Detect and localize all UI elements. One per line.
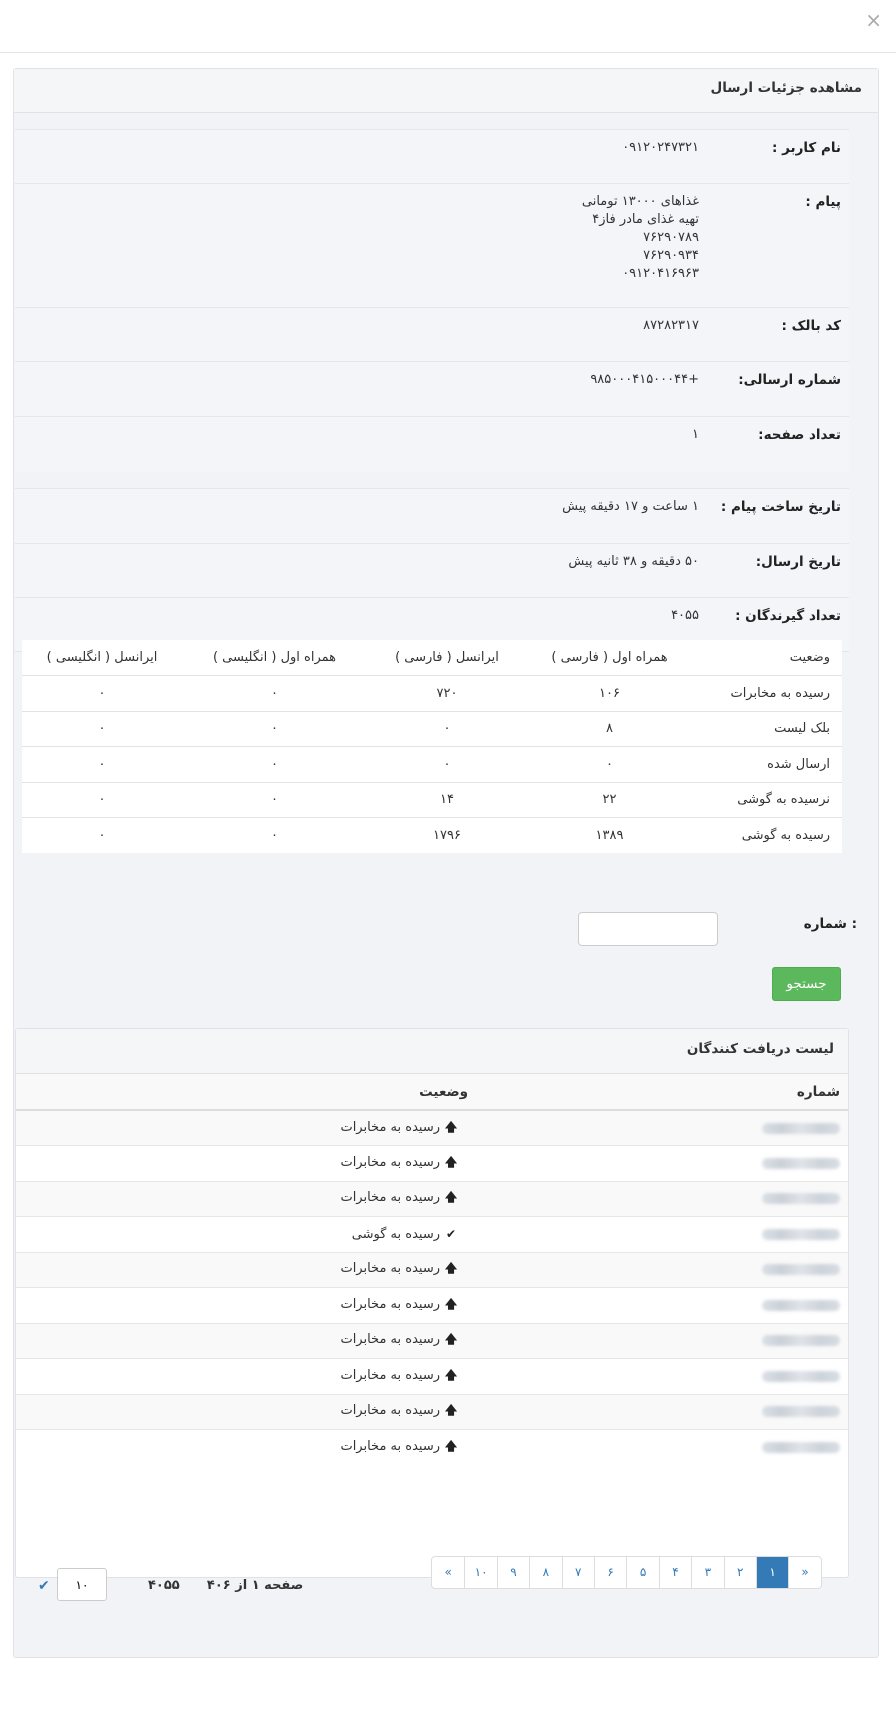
blurred-number <box>762 1264 840 1275</box>
recipients-table <box>16 1074 848 1465</box>
panel-title: مشاهده جزئیات ارسال <box>14 69 878 113</box>
recipient-status <box>16 1394 748 1430</box>
stats-cell: ۰ <box>22 711 182 747</box>
recipient-status <box>16 1217 748 1253</box>
message-line: ۰۹۱۲۰۴۱۶۹۶۳ <box>622 266 699 281</box>
column-header-status[interactable]: وضعیت <box>16 1074 748 1110</box>
arrow-up-icon: 🡅 <box>444 1367 458 1382</box>
search-button[interactable]: جستجو <box>772 967 841 1001</box>
table-row[interactable] <box>16 1323 848 1359</box>
detail-label: تعداد صفحه: <box>758 427 841 443</box>
stats-header: وضعیت <box>789 650 830 665</box>
table-row[interactable] <box>16 1430 848 1466</box>
stats-cell: ۰ <box>22 676 182 712</box>
detail-row <box>15 543 849 597</box>
arrow-up-icon: 🡅 <box>444 1296 458 1311</box>
blurred-number <box>762 1406 840 1417</box>
detail-label: تاریخ ساخت پیام : <box>720 499 841 515</box>
recipient-status <box>16 1181 748 1217</box>
stats-cell: ۰ <box>22 747 182 783</box>
table-row[interactable] <box>16 1146 848 1182</box>
page-info <box>148 1578 303 1593</box>
message-line: غذاهای ۱۳۰۰۰ تومانی <box>581 194 699 209</box>
stats-header: همراه اول ( فارسی ) <box>551 650 668 665</box>
detail-row <box>15 361 849 416</box>
detail-value: ۸۷۲۸۲۳۱۷ <box>643 318 699 333</box>
stats-row <box>22 676 842 712</box>
blurred-number <box>762 1123 840 1134</box>
status-text: رسیده به مخابرات <box>340 1190 440 1206</box>
recipient-status <box>16 1359 748 1395</box>
detail-value: ۰۹۱۲۰۲۴۷۳۲۱ <box>622 140 699 155</box>
stats-cell: ۰ <box>182 676 367 712</box>
pager-page[interactable]: ۱۰ <box>464 1557 496 1588</box>
recipient-status <box>16 1146 748 1182</box>
detail-label: پیام : <box>805 194 841 210</box>
stats-cell: ۰ <box>367 711 527 747</box>
blurred-number <box>762 1371 840 1382</box>
pager-page[interactable]: ۳ <box>691 1557 723 1588</box>
arrow-up-icon: 🡅 <box>444 1190 458 1205</box>
recipient-number <box>748 1217 848 1253</box>
detail-value: +۹۸۵۰۰۰۴۱۵۰۰۰۴۴ <box>590 372 699 387</box>
modal-header-divider <box>0 52 896 53</box>
table-row[interactable] <box>16 1252 848 1288</box>
detail-label: شماره ارسالی: <box>738 372 841 388</box>
stats-header: ایرانسل ( انگلیسی ) <box>46 650 158 665</box>
page-size-input[interactable] <box>57 1568 107 1601</box>
stats-cell: ۱۴ <box>367 782 527 818</box>
pager-page[interactable]: ۴ <box>659 1557 691 1588</box>
stats-cell: بلک لیست <box>692 711 842 747</box>
arrow-up-icon: 🡅 <box>444 1119 458 1134</box>
pager-page[interactable]: ۲ <box>724 1557 756 1588</box>
stats-cell: ۰ <box>22 818 182 854</box>
check-icon: ✔ <box>445 1226 457 1241</box>
stats-cell: نرسیده به گوشی <box>692 782 842 818</box>
status-text: رسیده به مخابرات <box>340 1367 440 1383</box>
stats-header: ایرانسل ( فارسی ) <box>395 650 499 665</box>
stats-cell: ۱۰۶ <box>527 676 692 712</box>
table-row[interactable] <box>16 1217 848 1253</box>
stats-cell: ۰ <box>182 747 367 783</box>
stats-row <box>22 711 842 747</box>
blurred-number <box>762 1193 840 1204</box>
recipient-status <box>16 1252 748 1288</box>
detail-row <box>15 129 849 183</box>
number-search-input[interactable] <box>578 912 718 946</box>
stats-cell: رسیده به گوشی <box>692 818 842 854</box>
stats-cell: رسیده به مخابرات <box>692 676 842 712</box>
stats-cell: ۲۲ <box>527 782 692 818</box>
status-text: رسیده به مخابرات <box>340 1119 440 1135</box>
page-info-text: صفحه ۱ از ۴۰۶ <box>206 1578 304 1593</box>
pagination <box>431 1556 822 1589</box>
pager-page[interactable]: ۸ <box>529 1557 561 1588</box>
table-row[interactable] <box>16 1394 848 1430</box>
table-row[interactable] <box>16 1110 848 1146</box>
detail-label: تعداد گیرندگان : <box>735 608 841 624</box>
arrow-up-icon: 🡅 <box>444 1332 458 1347</box>
stats-cell: ۸ <box>527 711 692 747</box>
number-label: شماره : <box>803 916 857 932</box>
stats-cell: ۱۳۸۹ <box>527 818 692 854</box>
pager-page[interactable]: ۷ <box>562 1557 594 1588</box>
recipient-number <box>748 1288 848 1324</box>
recipient-number <box>748 1430 848 1466</box>
status-stats-table <box>22 640 842 853</box>
detail-label: نام کاربر : <box>772 140 841 156</box>
status-text: رسیده به مخابرات <box>340 1439 440 1454</box>
detail-value: ۵۰ دقیقه و ۳۸ ثانیه پیش <box>568 554 699 569</box>
pager-page[interactable]: ۵ <box>626 1557 658 1588</box>
recipient-status <box>16 1288 748 1324</box>
recipient-number <box>748 1110 848 1146</box>
stats-cell: ۰ <box>182 818 367 854</box>
message-line: ۷۶۲۹۰۷۸۹ <box>643 230 699 245</box>
pager-first[interactable]: » <box>788 1557 820 1588</box>
detail-value: ۱ ساعت و ۱۷ دقیقه پیش <box>562 499 699 514</box>
recipient-number <box>748 1359 848 1395</box>
stats-cell: ۰ <box>22 782 182 818</box>
recipient-number <box>748 1323 848 1359</box>
table-row[interactable] <box>16 1288 848 1324</box>
apply-check-icon[interactable]: ✔ <box>38 1578 50 1594</box>
stats-row <box>22 747 842 783</box>
stats-cell: ارسال شده <box>692 747 842 783</box>
blurred-number <box>762 1300 840 1311</box>
blurred-number <box>762 1335 840 1346</box>
stats-row <box>22 782 842 818</box>
status-text: رسیده به مخابرات <box>340 1332 440 1348</box>
table-row[interactable] <box>16 1181 848 1217</box>
detail-label: تاریخ ارسال: <box>755 554 841 570</box>
pager-page[interactable]: ۹ <box>497 1557 529 1588</box>
stats-cell: ۱۷۹۶ <box>367 818 527 854</box>
recipient-status <box>16 1110 748 1146</box>
detail-row <box>15 416 849 488</box>
arrow-up-icon: 🡅 <box>444 1154 458 1169</box>
blurred-number <box>762 1229 840 1240</box>
status-text: رسیده به مخابرات <box>340 1261 440 1277</box>
detail-label: کد بالک : <box>781 318 841 334</box>
stats-header: همراه اول ( انگلیسی ) <box>212 650 337 665</box>
message-line: ۷۶۲۹۰۹۳۴ <box>643 248 699 263</box>
stats-cell: ۰ <box>182 782 367 818</box>
recipients-panel <box>15 1028 849 1578</box>
detail-value <box>582 193 699 283</box>
recipient-number <box>748 1394 848 1430</box>
stats-row <box>22 818 842 854</box>
status-text: رسیده به مخابرات <box>340 1154 440 1170</box>
arrow-up-icon: 🡅 <box>444 1261 458 1276</box>
recipients-title: لیست دریافت کنندگان <box>16 1029 848 1074</box>
stats-cell: ۰ <box>367 747 527 783</box>
detail-row <box>15 183 849 307</box>
pager-page[interactable]: ۶ <box>594 1557 626 1588</box>
status-text: رسیده به مخابرات <box>340 1403 440 1419</box>
close-icon[interactable]: × <box>865 8 882 32</box>
recipient-status <box>16 1430 748 1466</box>
status-text: رسیده به مخابرات <box>340 1296 440 1312</box>
stats-cell: ۷۲۰ <box>367 676 527 712</box>
column-header-number[interactable]: شماره <box>748 1074 848 1110</box>
detail-row <box>15 307 849 361</box>
recipient-number <box>748 1146 848 1182</box>
blurred-number <box>762 1158 840 1169</box>
detail-row <box>15 488 849 543</box>
detail-value: ۱ <box>692 427 699 442</box>
arrow-up-icon: 🡅 <box>444 1439 458 1453</box>
total-count: ۴۰۵۵ <box>148 1578 180 1593</box>
message-line: تهیه غذای مادر فاز۴ <box>592 212 699 227</box>
stats-cell: ۰ <box>527 747 692 783</box>
stats-cell: ۰ <box>182 711 367 747</box>
blurred-number <box>762 1442 840 1453</box>
recipient-status <box>16 1323 748 1359</box>
recipient-number <box>748 1181 848 1217</box>
recipient-number <box>748 1252 848 1288</box>
pager-last[interactable]: « <box>444 1565 452 1579</box>
table-row[interactable] <box>16 1359 848 1395</box>
detail-value: ۴۰۵۵ <box>671 608 699 623</box>
arrow-up-icon: 🡅 <box>444 1403 458 1418</box>
status-text: رسیده به گوشی <box>351 1226 440 1242</box>
pager-page[interactable]: ۱ <box>756 1557 788 1588</box>
